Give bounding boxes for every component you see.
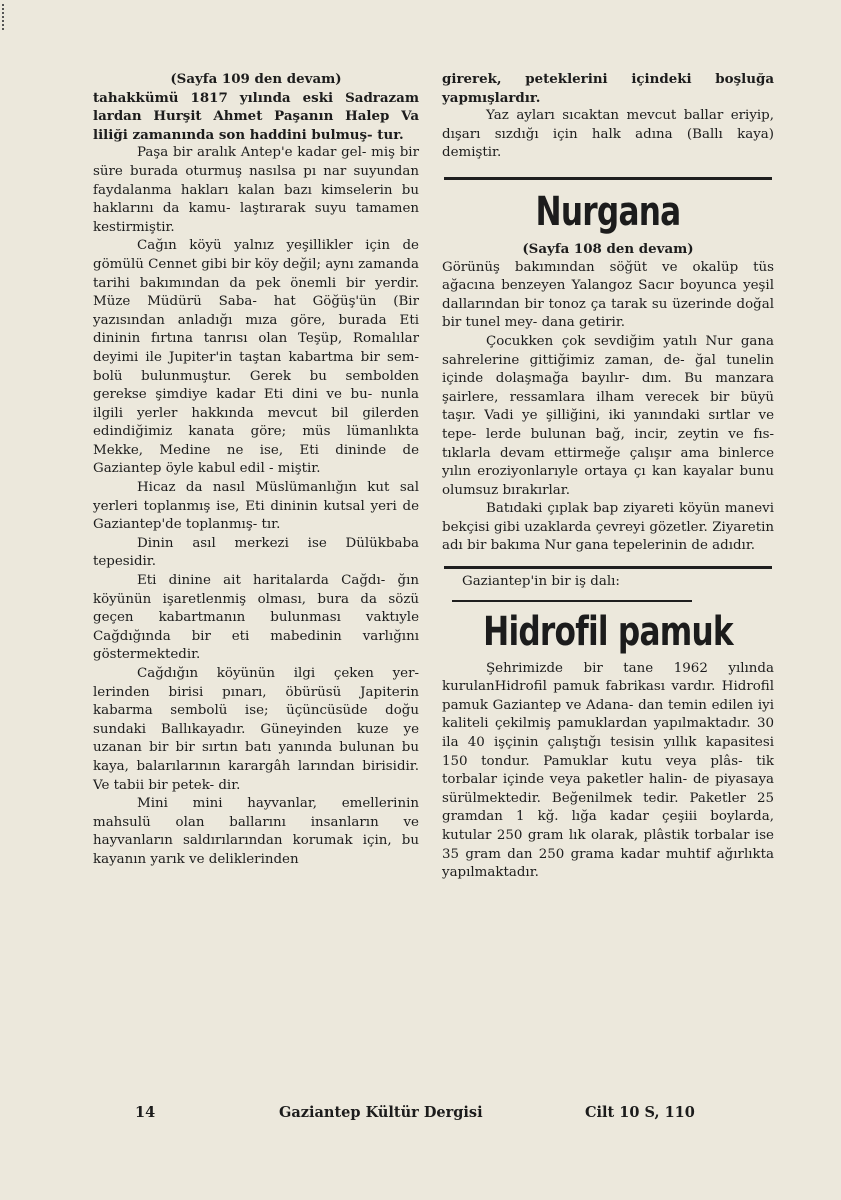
paragraph: girerek, peteklerini içindeki boşluğa yapmışlardır. <box>442 71 774 106</box>
paragraph: Eti dinine ait haritalarda Cağdı- ğın köyünün işaretlenmiş olması, bura da sözü geçen kabartmanın bulunması vaktıyle Cağdığında bir eti mabedinin varlığını göstermektedir. <box>93 573 419 663</box>
left-column <box>93 70 419 870</box>
section-divider <box>444 177 772 180</box>
journal-title: Gaziantep Kültür Dergisi <box>279 1104 483 1121</box>
kicker-underline <box>452 600 692 602</box>
paragraph: Cağdığın köyünün ilgi çeken yer- lerinden birisi pınarı, öbürüsü Japiterin kabarma sembolü ise; üçüncüsüde doğu sundaki Ballıkayadır. Güneyinden kuze ye uzanan bir bir sırtın batı yanında bulunan bu kaya, balarılarının karargâh larından birisidir. Ve tabii bir petek- dir. <box>93 666 419 793</box>
paragraph: Görünüş bakımından söğüt ve okalüp tüs ağacına benzeyen Yalangoz Sacır boyunca yeşil dallarından bir tonoz ça tarak su üzerinde doğal bir tunel mey- dana getirir. <box>442 259 774 331</box>
paragraph: Dinin asıl merkezi ise Dülükbaba tepesidir. <box>93 535 419 570</box>
paragraph: Çocukken çok sevdiğim yatılı Nur gana sahrelerine gittiğimiz zaman, de- ğal tunelin içinde dolaşmağa bayılır- dım. Bu manzara şairlere, ressamlara ilham verecek bir büyü taşır. Vadi ye şilliğini, iki yanındaki sırtlar ve tepe- lerde bulunan bağ, incir, zeytin ve fıs- tıklarla devam ettirmeğe çalışır ama binlerce yılın eroziyonlarıyle ortaya çı kan kayalar bunu olumsuz bırakırlar. <box>442 333 774 498</box>
paragraph: Cağın köyü yalnız yeşillikler için de gömülü Cennet gibi bir köy değil; aynı zamanda tarihi bakımından da pek önemli bir yerdir. Müze Müdürü Saba- hat Göğüş'ün (Bir yazısından anladığı mıza göre, burada Eti dininin fırtına tanrısı olan Teşüp, Romalılar deyimi ile Jupiter'in taştan kabartma bir sem- bolü bulunmuştur. Gerek bu sembolden gerekse şimdiye kadar Eti dini ve bu- nunla ilgili yerler hakkında mevcut bil gilerden edindiğimiz kanata göre; müs lümanlıkta Mekke, Medine ne ise, Eti dininde de Gaziantep öyle kabul edil - miştir. <box>93 238 419 477</box>
nurgana-heading: Nurgana <box>535 188 681 235</box>
continuation-note: (Sayfa 108 den devam) <box>522 240 694 257</box>
section-kicker: Gaziantep'in bir iş dalı: <box>462 574 620 590</box>
paragraph: Şehrimizde bir tane 1962 yılında kurulanHidrofil pamuk fabrikası vardır. Hidrofil pamuk Gaziantep ve Adana- dan temin edilen iyi kaliteli çekilmiş pamuklardan yapılmaktadır. 30 ila 40 işçinin çalıştığı tesisin yıllık kapasitesi 150 tondur. Pamuklar kutu veya plâs- tik torbalar içinde veya paketler halin- de piyasaya sürülmektedir. Beğenilmek tedir. Paketler 25 gramdan 1 kğ. lığa kadar çeşiii boylarda, kutular 250 gram lık olarak, plâstik torbalar ise 35 gram dan 250 grama kadar muhtif ağırlıkta yapılmaktadır. <box>442 660 774 881</box>
paragraph: Yaz ayları sıcaktan mevcut ballar eriyip, dışarı sızdığı için halk adına (Ballı kaya) demiştir. <box>442 108 774 161</box>
page-edge-mark <box>2 4 8 30</box>
section-divider <box>444 566 772 569</box>
paragraph: Mini mini hayvanlar, emellerinin mahsulü olan ballarını insanların ve hayvanların saldırılarından korumak için, bu kayanın yarık ve deliklerinden <box>93 796 419 867</box>
paragraph: Batıdaki çıplak bap ziyareti köyün manevi bekçisi gibi uzaklarda çevreyi gözetler. Ziyaretin adı bir bakıma Nur gana tepelerinin de adıdır. <box>442 501 774 554</box>
paragraph: Paşa bir aralık Antep'e kadar gel- miş bir süre burada oturmuş nasılsa pı nar suyundan faydalanma hakları kalan bazı kimselerin bu haklarını da kamu- laştırarak suyu tamamen kestirmiştir. <box>93 145 419 235</box>
page-number: 14 <box>135 1104 156 1121</box>
paragraph: tahakkümü 1817 yılında eski Sadrazam lardan Hurşit Ahmet Paşanın Halep Va liliği zamanında son haddini bulmuş- tur. <box>93 89 419 143</box>
paragraph: Hicaz da nasıl Müslümanlığın kut sal yerleri toplanmış ise, Eti dininin kutsal yeri de Gaziantep'de toplanmış- tır. <box>93 480 419 533</box>
right-column <box>442 70 774 883</box>
continuation-note: (Sayfa 109 den devam) <box>170 71 342 87</box>
hidrofil-pamuk-heading: Hidrofil pamuk <box>483 608 733 655</box>
volume-info: Cilt 10 S, 110 <box>585 1104 695 1121</box>
